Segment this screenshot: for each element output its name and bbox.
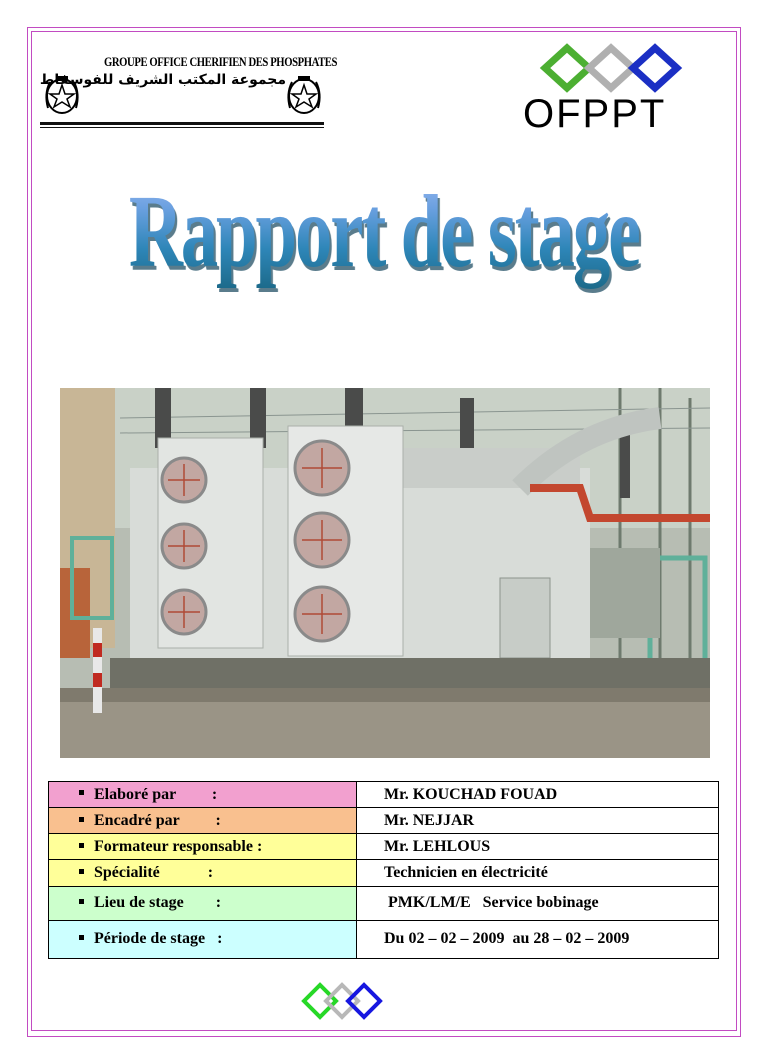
info-label-cell bbox=[49, 920, 357, 958]
ofppt-name: OFPPT bbox=[523, 92, 667, 136]
ofppt-logo bbox=[515, 40, 725, 140]
info-row bbox=[49, 886, 719, 920]
report-title: Rapport de stage bbox=[128, 174, 640, 289]
info-value: Technicien en électricité bbox=[384, 863, 548, 881]
info-value-cell bbox=[357, 834, 719, 860]
info-label: Période de stage : bbox=[94, 930, 223, 948]
info-value: Mr. LEHLOUS bbox=[384, 837, 491, 855]
info-value-cell bbox=[357, 886, 719, 920]
info-value-cell bbox=[357, 782, 719, 808]
info-label: Formateur responsable : bbox=[94, 837, 263, 855]
bullet-icon bbox=[79, 817, 84, 822]
info-value: Mr. NEJJAR bbox=[384, 811, 475, 829]
info-label: Elaboré par : bbox=[94, 785, 218, 803]
info-table bbox=[48, 781, 719, 959]
info-value-cell bbox=[357, 860, 719, 886]
transformer-photo bbox=[60, 388, 710, 758]
ofppt-footer-diamonds-icon bbox=[300, 978, 388, 1024]
info-value-cell bbox=[357, 808, 719, 834]
info-value: Du 02 – 02 – 2009 au 28 – 02 – 2009 bbox=[384, 930, 630, 948]
info-row bbox=[49, 834, 719, 860]
bullet-icon bbox=[79, 935, 84, 940]
info-value: PMK/LM/E Service bobinage bbox=[384, 894, 599, 912]
info-value-cell bbox=[357, 920, 719, 958]
ocp-name-fr: GROUPE OFFICE CHERIFIEN DES PHOSPHATES bbox=[104, 54, 337, 69]
ocp-header bbox=[39, 52, 337, 128]
info-label: Spécialité : bbox=[94, 863, 214, 881]
ocp-emblem-right-icon bbox=[284, 74, 324, 116]
ocp-rule-thick bbox=[40, 122, 324, 125]
info-label: Lieu de stage : bbox=[94, 894, 222, 912]
info-label-cell bbox=[49, 834, 357, 860]
info-label-cell bbox=[49, 782, 357, 808]
ocp-name-ar: مجموعة المكتب الشريف للفوسفاط bbox=[39, 72, 286, 88]
info-row bbox=[49, 808, 719, 834]
info-value: Mr. KOUCHAD FOUAD bbox=[384, 785, 558, 803]
bullet-icon bbox=[79, 843, 84, 848]
info-row bbox=[49, 920, 719, 958]
bullet-icon bbox=[79, 790, 84, 795]
info-row bbox=[49, 782, 719, 808]
info-label-cell bbox=[49, 886, 357, 920]
ofppt-diamonds-icon bbox=[515, 40, 725, 96]
info-row bbox=[49, 860, 719, 886]
ocp-rule-thin bbox=[40, 127, 324, 128]
info-label-cell bbox=[49, 808, 357, 834]
bullet-icon bbox=[79, 869, 84, 874]
info-label: Encadré par : bbox=[94, 811, 221, 829]
bullet-icon bbox=[79, 899, 84, 904]
info-label-cell bbox=[49, 860, 357, 886]
